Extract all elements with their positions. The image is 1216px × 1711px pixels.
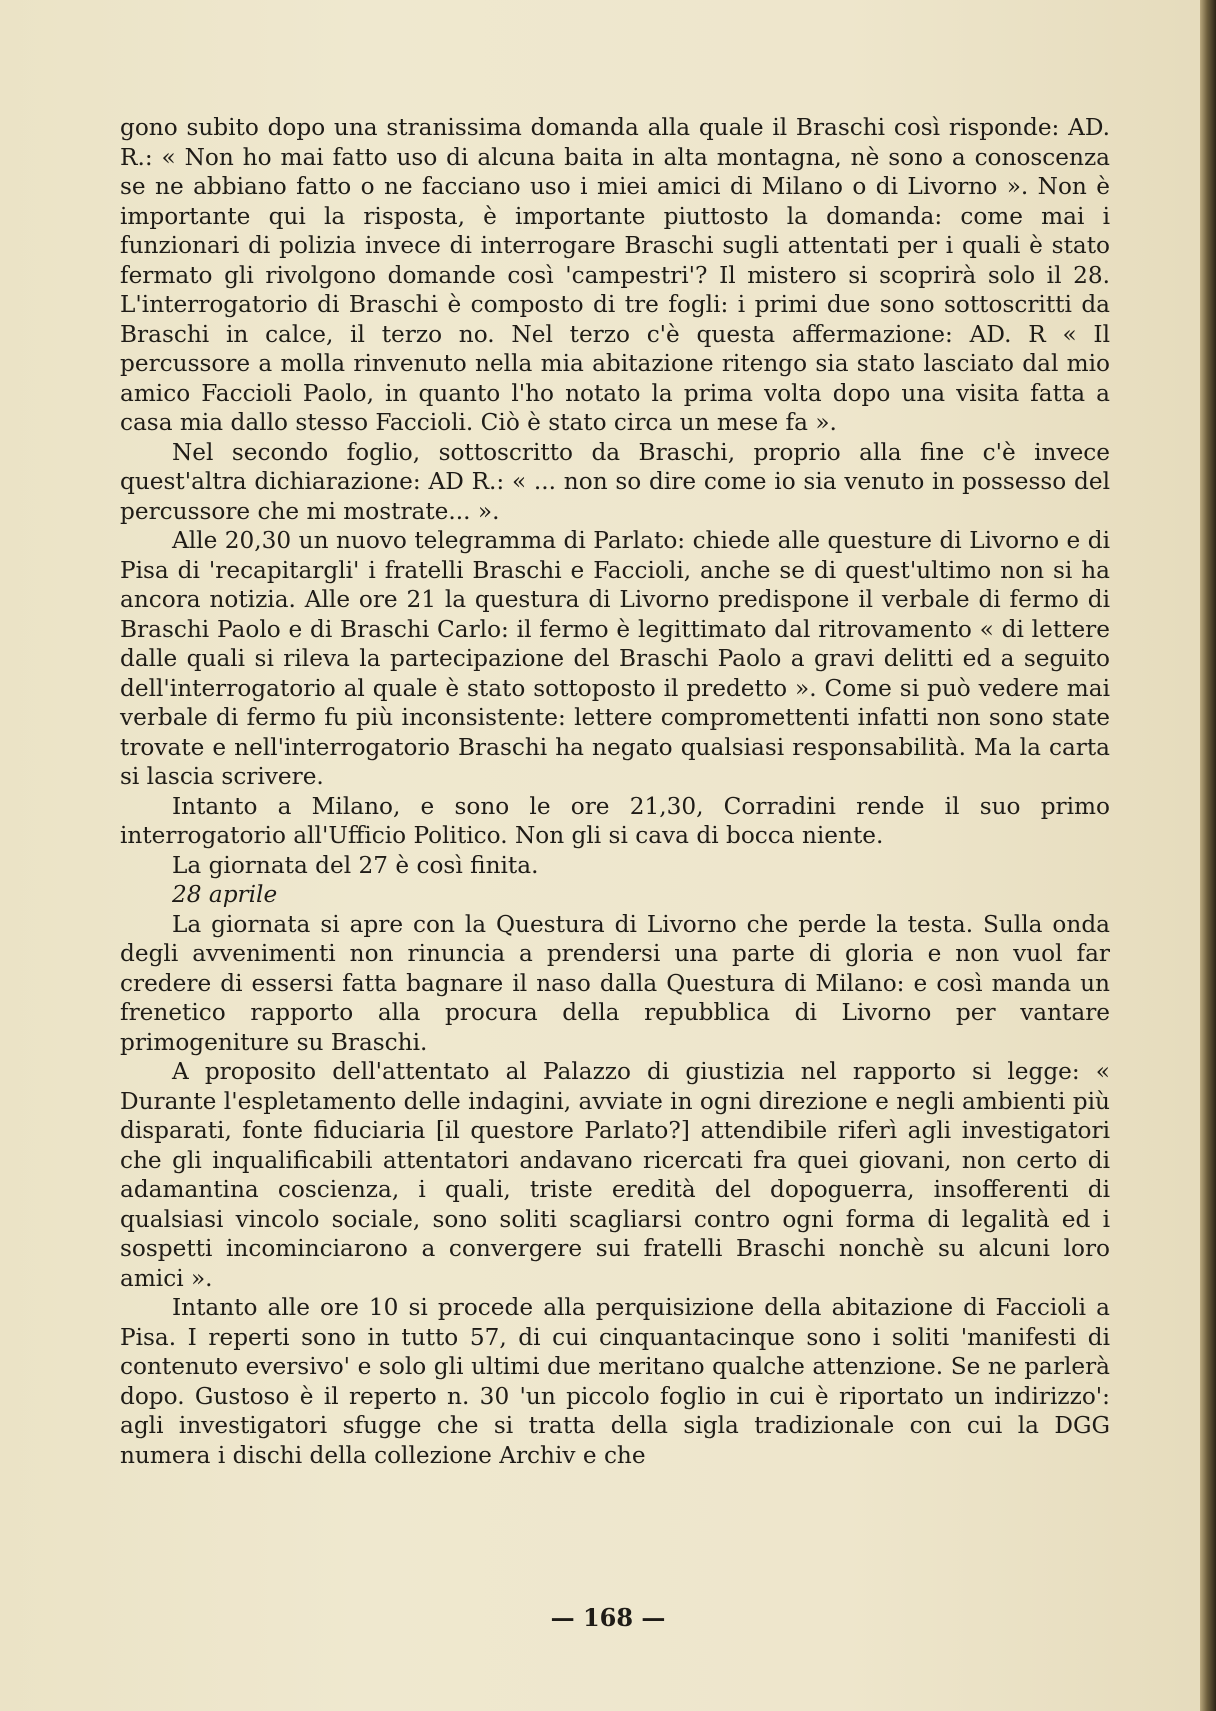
paragraph: La giornata del 27 è così finita. — [172, 851, 539, 879]
paragraph: A proposito dell'attentato al Palazzo di giustizia nel rapporto si legge: « Durante l'espletamento delle indagini, avviate in ogni direzione e negli ambienti più disparati, fonte fiduciaria [il questore Parlato?] attendibile riferì agli investigatori che gli inqualificabili attentatori andavano ricercati fra quei giovani, non certo di adamantina coscienza, i quali, triste eredità del dopoguerra, insofferenti di qualsiasi vincolo sociale, sono soliti scagliarsi contro ogni forma di legalità ed i sospetti incominciarono a convergere sui fratelli Braschi nonchè su alcuni loro amici ». — [120, 1058, 1110, 1292]
paragraph: Nel secondo foglio, sottoscritto da Braschi, proprio alla fine c'è invece quest'altra dichiarazione: AD R.: « ... non so dire come io sia venuto in possesso del percussore che mi mostrate... ». — [120, 438, 1110, 525]
paragraph: Intanto a Milano, e sono le ore 21,30, Corradini rende il suo primo interrogatorio all'Ufficio Politico. Non gli si cava di bocca niente. — [120, 792, 1110, 849]
paragraph: Intanto alle ore 10 si procede alla perquisizione della abitazione di Faccioli a Pisa. I reperti sono in tutto 57, di cui cinquantacinque sono i soliti 'manifesti di contenuto eversivo' e solo gli ultimi due meritano qualche attenzione. Se ne parlerà dopo. Gustoso è il reperto n. 30 'un piccolo foglio in cui è riportato un indirizzo': agli investigatori sfugge che si tratta della sigla tradizionale con cui la DGG numera i dischi della collezione Archiv e che — [120, 1294, 1110, 1469]
section-heading: 28 aprile — [172, 881, 278, 908]
paragraph: La giornata si apre con la Questura di Livorno che perde la testa. Sulla onda degli avvenimenti non rinuncia a prendersi una parte di gloria e non vuol far credere di essersi fatta bagnare il naso dalla Questura di Milano: e così manda un frenetico rapporto alla procura della repubblica di Livorno per vantare primogeniture su Braschi. — [120, 910, 1110, 1056]
body-text — [120, 113, 1110, 1470]
page-number: — 168 — — [550, 1603, 666, 1632]
paragraph: Alle 20,30 un nuovo telegramma di Parlato: chiede alle questure di Livorno e di Pisa di 'recapitargli' i fratelli Braschi e Faccioli, anche se di quest'ultimo non si ha ancora notizia. Alle ore 21 la questura di Livorno predispone il verbale di fermo di Braschi Paolo e di Braschi Carlo: il fermo è legittimato dal ritrovamento « di lettere dalle quali si rileva la partecipazione del Braschi Paolo a gravi delitti ed a seguito dell'interrogatorio al quale è stato sottoposto il predetto ». Come si può vedere mai verbale di fermo fu più inconsistente: lettere compromettenti infatti non sono state trovate e nell'interrogatorio Braschi ha negato qualsiasi responsabilità. Ma la carta si lascia scrivere. — [120, 527, 1110, 790]
page-edge-shadow — [1200, 0, 1216, 1711]
paragraph: gono subito dopo una stranissima domanda alla quale il Braschi così risponde: AD. R.: « Non ho mai fatto uso di alcuna baita in alta montagna, nè sono a conoscenza se ne abbiano fatto o ne facciano uso i miei amici di Milano o di Livorno ». Non è importante qui la risposta, è importante piuttosto la domanda: come mai i funzionari di polizia invece di interrogare Braschi sugli attentati per i quali è stato fermato gli rivolgono domande così 'campestri'? Il mistero si scoprirà solo il 28. L'interrogatorio di Braschi è composto di tre fogli: i primi due sono sottoscritti da Braschi in calce, il terzo no. Nel terzo c'è questa affermazione: AD. R « Il percussore a molla rinvenuto nella mia abitazione ritengo sia stato lasciato dal mio amico Faccioli Paolo, in quanto l'ho notato la prima volta dopo una visita fatta a casa mia dallo stesso Faccioli. Ciò è stato circa un mese fa ». — [120, 114, 1110, 436]
